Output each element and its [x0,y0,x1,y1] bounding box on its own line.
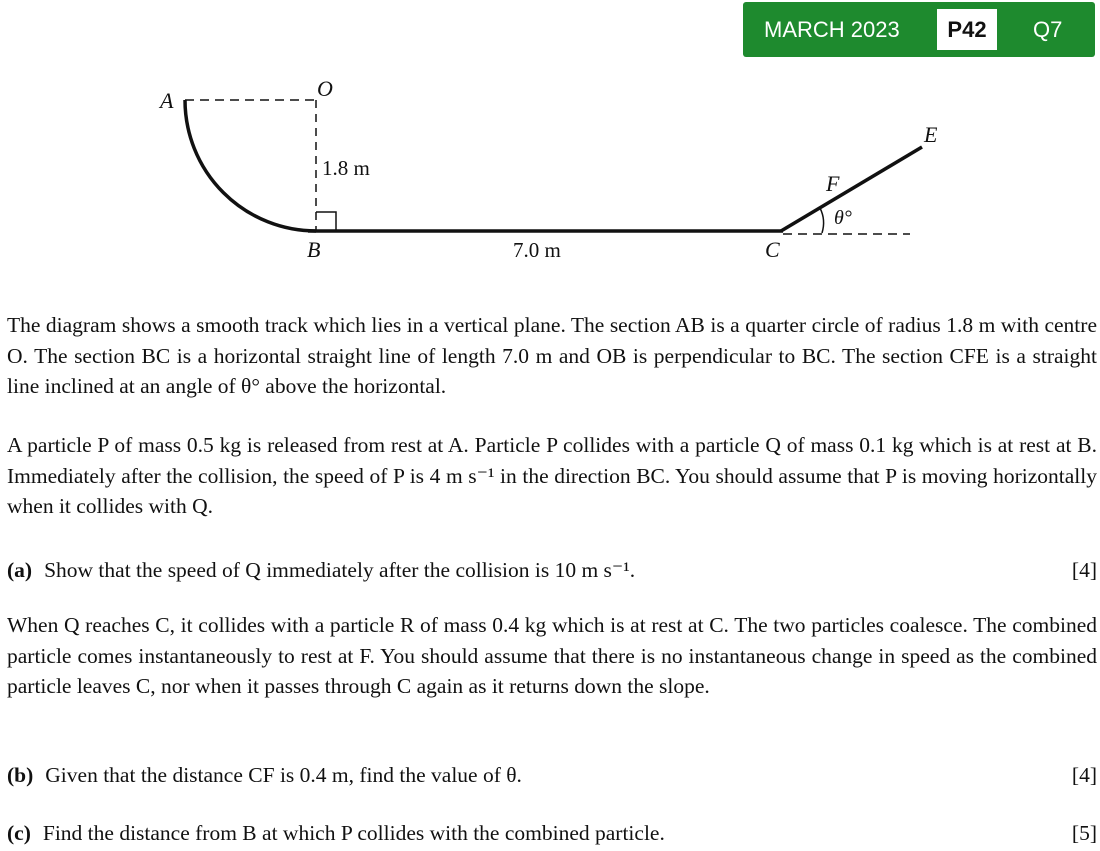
question-a [7,555,1097,585]
label-length: 7.0 m [513,238,561,262]
exam-session: MARCH 2023 [764,17,900,42]
intro-paragraph: The diagram shows a smooth track which lies in a vertical plane. The section AB is a quarter circle of radius 1.8 m with centre O. The section BC is a horizontal straight line of length 7.0 m and OB is perpendicular to BC. The section CFE is a straight line inclined at an angle of θ° above the horizontal. [7,313,1097,398]
label-radius: 1.8 m [322,156,370,180]
particle-paragraph: A particle P of mass 0.5 kg is released from rest at A. Particle P collides with a particle Q of mass 0.1 kg which is at rest at B. Immediately after the collision, the speed of P is 4 m s⁻¹ in the direction BC. You should assume that P is moving horizontally when it collides with Q. [7,433,1097,518]
question-b [7,760,1097,790]
label-f: F [826,171,840,196]
question-c-letter: (c) [7,821,31,845]
label-e: E [924,122,938,147]
angle-arc [820,208,824,233]
question-b-text: Given that the distance CF is 0.4 m, find the value of θ. [45,763,522,787]
arc-ab [185,100,316,231]
track-diagram [0,0,1100,290]
right-angle-marker [316,212,336,230]
question-c-text: Find the distance from B at which P collides with the combined particle. [42,821,665,845]
collision-paragraph: When Q reaches C, it collides with a particle R of mass 0.4 kg which is at rest at C. The two particles coalesce. The combined particle comes instantaneously to rest at F. You should assume that there is no instantaneous change in speed as the combined particle leaves C, nor when it passes through C again as it returns down the slope. [7,613,1097,698]
question-b-letter: (b) [7,763,34,787]
label-a: A [160,88,174,113]
question-number: Q7 [1033,17,1063,42]
label-b: B [307,237,321,262]
question-a-text: Show that the speed of Q immediately after the collision is 10 m s⁻¹. [44,558,636,582]
question-b-marks: [4] [1071,763,1097,787]
label-c: C [765,237,780,262]
question-a-marks: [4] [1071,558,1097,582]
paper-number: P42 [937,9,997,50]
question-a-letter: (a) [7,558,33,582]
label-angle: θ° [834,207,852,229]
question-c-marks: [5] [1071,821,1097,845]
label-o: O [317,76,333,101]
question-c [7,818,1097,848]
